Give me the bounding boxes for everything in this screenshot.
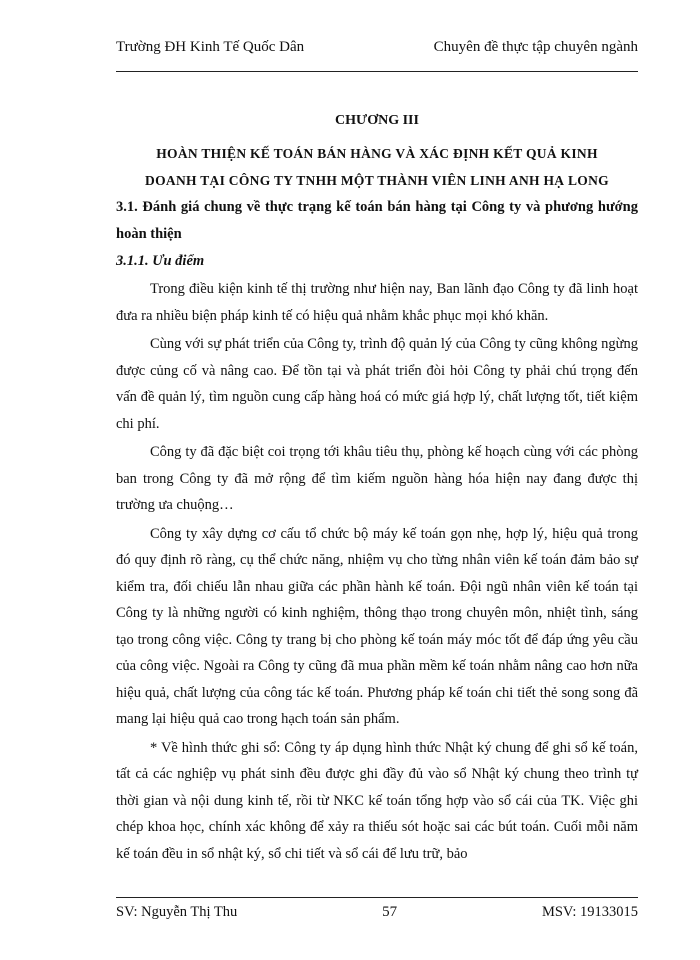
footer-divider [116,897,638,898]
chapter-title-line-1: HOÀN THIỆN KẾ TOÁN BÁN HÀNG VÀ XÁC ĐỊNH KẾT QUẢ KINH [156,146,598,161]
header-university: Trường ĐH Kinh Tế Quốc Dân [116,39,305,55]
page-footer [116,903,638,921]
header-report-type: Chuyên đề thực tập chuyên ngành [433,39,638,55]
paragraph: Cùng với sự phát triển của Công ty, trình độ quản lý của Công ty cũng không ngừng được củng cố và nâng cao. Để tồn tại và phát triển đòi hỏi Công ty phải chú trọng đến vấn đề quản lý, tìm nguồn cung cấp hàng hoá có mức giá hợp lý, chất lượng tốt, tiết kiệm chi phí. [116,336,639,432]
subsection-heading: 3.1.1. Ưu điểm [116,253,205,269]
paragraph: Trong điều kiện kinh tế thị trường như hiện nay, Ban lãnh đạo Công ty đã linh hoạt đưa ra nhiều biện pháp kinh tế có hiệu quả nhằm khắc phục mọi khó khăn. [116,281,638,324]
footer-student-id: MSV: 19133015 [541,904,638,920]
footer-student-name: SV: Nguyễn Thị Thu [116,904,238,920]
paragraph: * Về hình thức ghi sổ: Công ty áp dụng hình thức Nhật ký chung để ghi sổ kế toán, tất cả các nghiệp vụ phát sinh đều được ghi đầy đủ vào sổ Nhật ký chung theo trình tự thời gian và nội dung kinh tế, rồi từ NKC kế toán tổng hợp vào sổ cái của TK. Việc ghi chép khoa học, chính xác không để xảy ra thiếu sót hoặc sai các bút toán. Cuối mỗi năm kế toán đều in sổ nhật ký, sổ chi tiết và sổ cái để lưu trữ, bảo [116,739,638,862]
header-divider [116,71,638,72]
page-header [116,38,638,56]
paragraph: Công ty đã đặc biệt coi trọng tới khâu tiêu thụ, phòng kế hoạch cùng với các phòng ban trong Công ty đã mở rộng để tìm kiếm nguồn hàng hóa hiện nay đang được thị trường ưa chuộng… [116,444,638,513]
section-heading: 3.1. Đánh giá chung về thực trạng kế toán bán hàng tại Công ty và phương hướng hoàn thiện [116,199,638,242]
page-body [116,112,638,869]
chapter-heading: CHƯƠNG III [335,113,419,128]
paragraph: Công ty xây dựng cơ cấu tổ chức bộ máy kế toán gọn nhẹ, hợp lý, hiệu quả trong đó quy định rõ ràng, cụ thể chức năng, nhiệm vụ cho từng nhân viên kế toán đảm bảo sự kiểm tra, đối chiếu lẫn nhau giữa các phần hành kế toán. Đội ngũ nhân viên kế toán tại Công ty là những người có kinh nghiệm, thông thạo trong chuyên môn, nhiệt tình, sáng tạo trong công việc. Công ty trang bị cho phòng kế toán máy móc tốt để đáp ứng yêu cầu của công việc. Ngoài ra Công ty cũng đã mua phần mềm kế toán nhằm nâng cao hơn nữa hiệu quả, chất lượng của công tác kế toán. Phương pháp kế toán chi tiết thẻ song song đã mang lại hiệu quả cao trong hạch toán sản phẩm. [116,525,638,727]
page-number: 57 [382,904,398,920]
chapter-title-line-2: DOANH TẠI CÔNG TY TNHH MỘT THÀNH VIÊN LINH ANH HẠ LONG [145,173,609,188]
